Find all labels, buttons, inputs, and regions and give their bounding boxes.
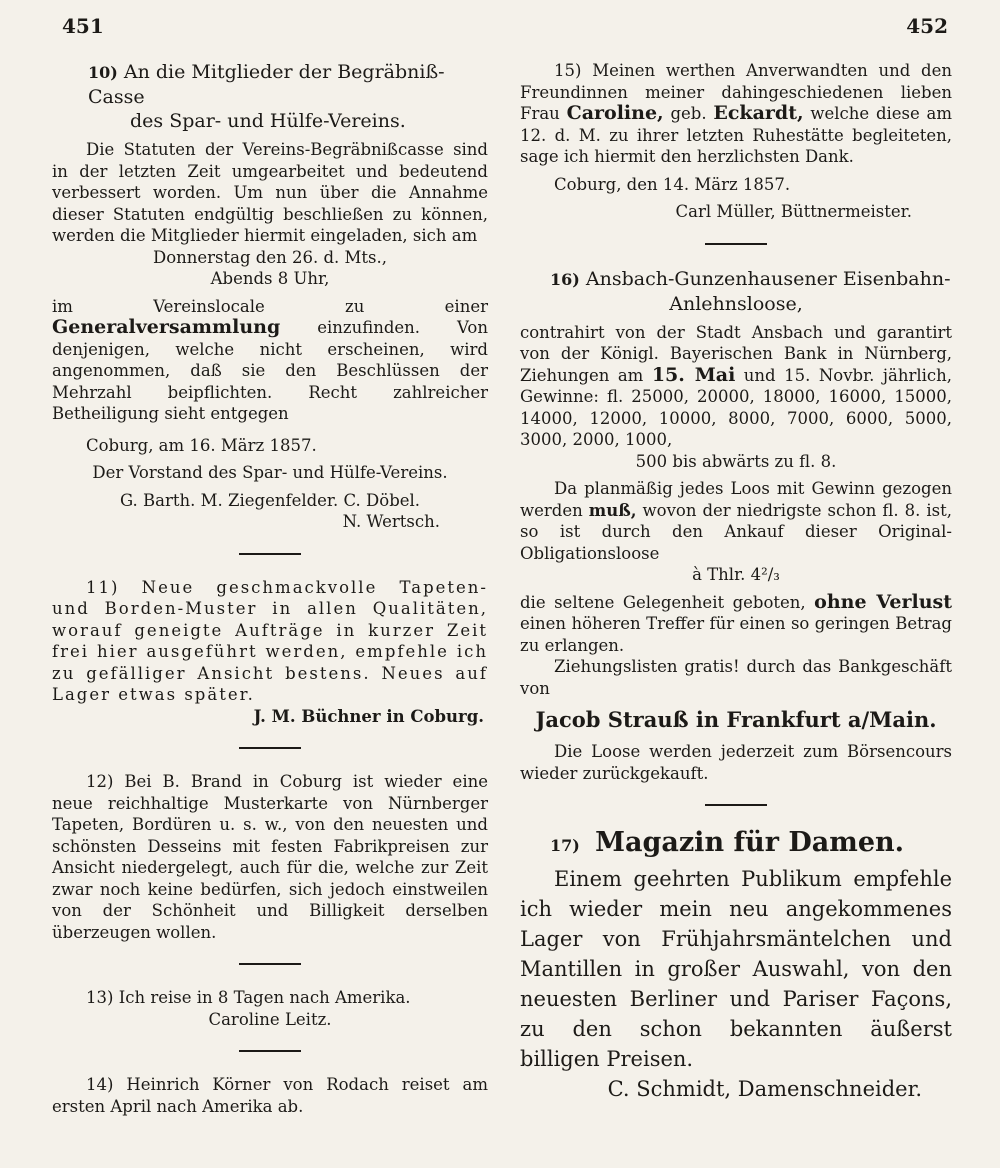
- ad-16-body-2-pre: Da planmäßig jedes Loos mit Gewinn gezogen werden: [520, 479, 952, 520]
- ad-number: 13): [86, 988, 114, 1007]
- ad-16-heading-line-1: Ansbach-Gunzenhausener Eisenbahn-: [585, 267, 951, 290]
- ad-12-text: Bei B. Brand in Coburg ist wieder eine neue reichhaltige Musterkarte von Nürnberger Tapeten, Bordüren u. s. w., von den neuesten und schönsten Desseins mit festen Fabrikpreisen zur Ansicht niedergelegt, auch für die, welche zur Zeit zwar noch keine bedürfen, sich jedoch einstweilen von der Schönheit und Billigkeit derselben überzeugen wollen.: [52, 772, 488, 942]
- ad-11-text: Neue geschmackvolle Tapeten- und Borden-Muster in allen Qualitäten, worauf geneigte Aufträge in kurzer Zeit frei hier ausgeführt werden, empfehle ich zu gefälliger Ansicht bestens. Neues auf Lager etwas später.: [52, 577, 489, 704]
- ad-number: 10): [88, 63, 118, 82]
- ad-14-body: [52, 1074, 488, 1117]
- ad-17-heading: [520, 828, 952, 858]
- ad-15-mid: geb.: [670, 104, 707, 123]
- ad-11-signature-text: J. M. Büchner in Coburg.: [253, 706, 484, 726]
- ad-16-body-1-last: 500 bis abwärts zu fl. 8.: [635, 451, 837, 471]
- ad-15-signature: Carl Müller, Büttnermeister.: [675, 202, 912, 221]
- ad-12: [52, 771, 488, 943]
- right-column: [520, 60, 952, 1104]
- ad-17-body: Einem geehrten Publikum empfehle ich wieder mein neu angekommenes Lager von Frühjahrsmäntelchen und Mantillen in großer Auswahl, von den neuesten Berliner und Pariser Façons, zu den schon bekannten äußerst billigen Preisen.: [520, 867, 952, 1071]
- ad-17: [520, 828, 952, 1104]
- ad-number: 15): [554, 61, 582, 80]
- separator-rule: [239, 747, 301, 749]
- ad-11-signature: [52, 706, 488, 728]
- ad-16-firm: Jacob Strauß in Frankfurt a/Main.: [535, 707, 937, 732]
- ad-16-heading: [520, 267, 952, 292]
- ad-15-name-1: Caroline,: [566, 102, 664, 124]
- ad-10-names-1: G. Barth. M. Ziegenfelder. C. Döbel.: [119, 490, 421, 510]
- ad-16-body-3-post: einen höheren Treffer für einen so geringen Betrag zu erlangen.: [520, 614, 952, 655]
- ad-number: 17): [550, 836, 580, 855]
- separator-rule: [705, 804, 767, 806]
- ad-16-price: à Thlr. 4²/₃: [692, 565, 780, 584]
- separator-rule: [705, 243, 767, 245]
- separator-rule: [239, 1050, 301, 1052]
- ad-10-board: Der Vorstand des Spar- und Hülfe-Vereins.: [92, 463, 448, 482]
- ad-16: [520, 267, 952, 785]
- ad-11: [52, 577, 488, 728]
- ad-number: 11): [86, 577, 120, 597]
- ad-10-body-2-bold: Generalversammlung: [52, 316, 281, 338]
- ad-16-body-5: Die Loose werden jederzeit zum Börsencours wieder zurückgekauft.: [520, 742, 952, 783]
- ad-16-heading-line-2: Anlehnsloose,: [669, 292, 803, 315]
- ad-10-body-1: Die Statuten der Vereins-Begräbnißcasse sind in der letzten Zeit umgearbeitet und bedeutend verbessert worden. Um nun über die Annahme dieser Statuten endgültig beschließen zu können, werden die Mitglieder hiermit eingeladen, sich am: [52, 140, 488, 245]
- ad-15: [520, 60, 952, 223]
- ad-15-place-date: Coburg, den 14. März 1857.: [554, 174, 791, 194]
- ad-10-heading-line-2: des Spar- und Hülfe-Vereins.: [130, 110, 406, 132]
- ad-10-names-2: N. Wertsch.: [342, 512, 440, 531]
- ad-17-heading-text: Magazin für Damen.: [595, 827, 905, 858]
- ad-number: 12): [86, 772, 114, 791]
- separator-rule: [239, 553, 301, 555]
- ad-13-body: [52, 987, 488, 1009]
- ad-10-body-2-post: einzufinden. Von denjenigen, welche nicht erscheinen, wird angenommen, daß sie den Beschlüssen der Mehrzahl beipflichten. Recht zahlreicher Betheiligung sieht entgegen: [52, 318, 488, 423]
- ad-16-body-1: [520, 322, 952, 451]
- ad-16-draw-date: 15. Mai: [651, 363, 736, 386]
- separator-rule: [239, 963, 301, 965]
- ad-number: 14): [86, 1075, 114, 1094]
- ad-12-body: [52, 771, 488, 943]
- ad-16-body-2-bold: muß,: [588, 500, 637, 520]
- ad-16-body-1-post: und 15. Novbr. jährlich, Gewinne: fl. 25000, 20000, 18000, 16000, 15000, 14000, 12000, 10000, 8000, 7000, 6000, 5000, 3000, 2000, 1000,: [520, 365, 953, 449]
- left-column: [52, 60, 488, 1117]
- ad-15-body-post: welche diese am 12. d. M. zu ihrer letzten Ruhestätte begleiteten, sage ich hiermit den herzlichsten Dank.: [520, 104, 953, 166]
- ad-15-body-pre: Meinen werthen Anverwandten und den Freundinnen meiner dahingeschiedenen lieben Frau: [520, 61, 952, 123]
- ad-13-text: Ich reise in 8 Tagen nach Amerika.: [118, 988, 411, 1007]
- ad-16-body-4: Ziehungslisten gratis! durch das Bankgeschäft von: [520, 657, 952, 698]
- ad-13-signature: Caroline Leitz.: [208, 1009, 332, 1029]
- page-number-left: 451: [62, 14, 104, 38]
- ad-16-body-2-post: wovon der niedrigste schon fl. 8. ist, so ist durch den Ankauf dieser Original-Obligationsloose: [520, 500, 953, 563]
- ad-10-time-line: Abends 8 Uhr,: [210, 269, 330, 288]
- ad-10-body-2: [52, 296, 488, 425]
- ad-10-date-line: Donnerstag den 26. d. Mts.,: [152, 247, 388, 267]
- ad-10-heading-line-1: An die Mitglieder der Begräbniß-Casse: [88, 61, 445, 108]
- ad-14-text: Heinrich Körner von Rodach reiset am ersten April nach Amerika ab.: [52, 1075, 488, 1116]
- ad-16-body-3: [520, 592, 952, 657]
- ad-13: [52, 987, 488, 1030]
- ad-10-heading: [52, 60, 488, 109]
- ad-16-body-3-pre: die seltene Gelegenheit geboten,: [520, 592, 806, 612]
- ad-15-name-2: Eckardt,: [713, 102, 804, 124]
- ad-16-body-1-pre: contrahirt von der Stadt Ansbach und garantirt von der Königl. Bayerischen Bank in Nürnberg, Ziehungen am: [520, 322, 952, 385]
- ad-17-signature: C. Schmidt, Damenschneider.: [607, 1077, 922, 1101]
- ad-number: 16): [550, 269, 580, 289]
- ad-11-body: [52, 577, 488, 706]
- ad-10: [52, 60, 488, 533]
- ad-14: [52, 1074, 488, 1117]
- ad-15-body: [520, 60, 952, 168]
- ad-16-body-3-bold: ohne Verlust: [814, 590, 952, 613]
- ad-16-body-2: [520, 478, 952, 564]
- ad-10-place-date: Coburg, am 16. März 1857.: [86, 435, 317, 455]
- page-number-right: 452: [906, 14, 948, 38]
- ad-10-body-2-pre: im Vereinslocale zu einer: [52, 296, 488, 316]
